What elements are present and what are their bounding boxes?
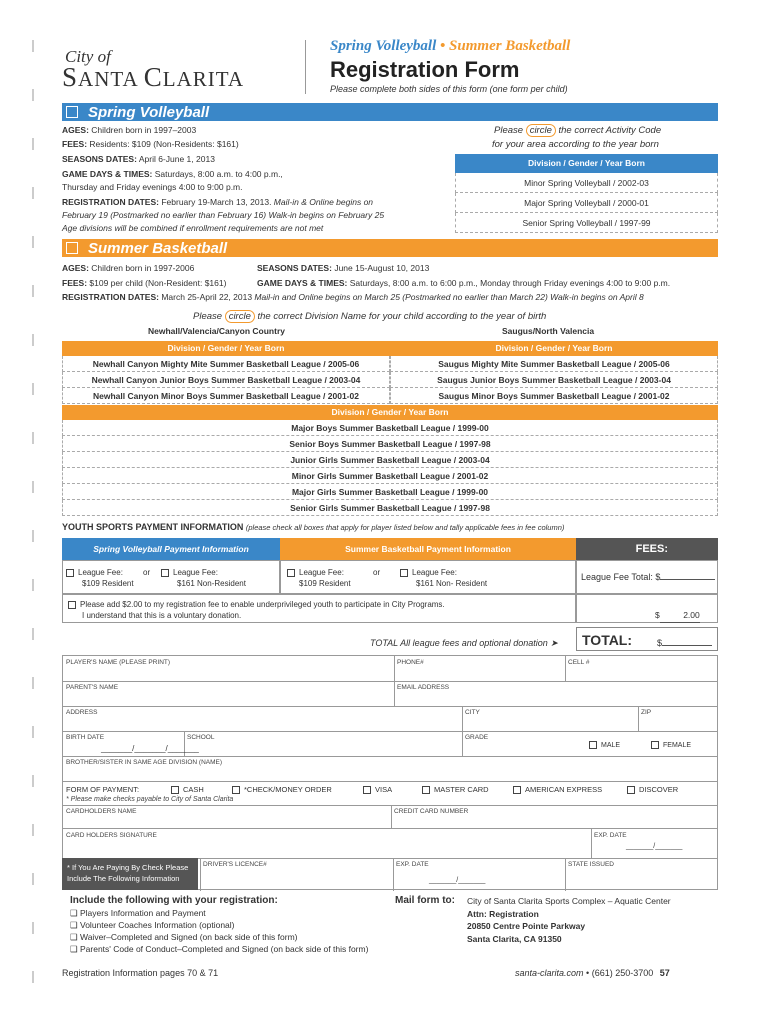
basketball-division-row[interactable]: Saugus Junior Boys Summer Basketball League / 2003-04	[390, 372, 718, 388]
donation-checkbox[interactable]	[68, 601, 76, 609]
basketball-division-row[interactable]: Saugus Mighty Mite Summer Basketball League / 2005-06	[390, 356, 718, 372]
basketball-division-row[interactable]: Major Boys Summer Basketball League / 1999-00	[62, 420, 718, 436]
page-title: Registration Form	[330, 57, 520, 82]
basketball-instruction: Please circle the correct Division Name for your child according to the year of birth	[193, 311, 547, 322]
basketball-nonresident-checkbox[interactable]	[400, 569, 408, 577]
city-of-label: City of	[65, 47, 111, 66]
basketball-division-row[interactable]: Minor Girls Summer Basketball League / 2001-02	[62, 468, 718, 484]
city-field[interactable]: CITY	[465, 709, 480, 716]
volleyball-division-row[interactable]: Minor Spring Volleyball / 2002-03	[455, 173, 718, 193]
footer-reference: Registration Information pages 70 & 71	[62, 968, 219, 978]
volleyball-section-bar: Spring Volleyball	[62, 103, 718, 121]
player-name-field[interactable]: PLAYER'S NAME (PLEASE PRINT)	[66, 659, 171, 666]
email-field[interactable]: EMAIL ADDRESS	[397, 684, 450, 691]
grade-field[interactable]: GRADE	[465, 734, 489, 741]
card-signature-field[interactable]: CARD HOLDERS SIGNATURE	[66, 832, 157, 839]
basketball-section-bar: Summer Basketball	[62, 239, 718, 257]
basketball-payment-header: Summer Basketball Payment Information	[280, 538, 576, 560]
cell-field[interactable]: CELL #	[568, 659, 590, 666]
visa-checkbox[interactable]	[363, 786, 371, 794]
cash-checkbox[interactable]	[171, 786, 179, 794]
basketball-resident-checkbox[interactable]	[287, 569, 295, 577]
footer-contact: santa-clarita.com • (661) 250-3700 57	[515, 968, 670, 978]
include-title: Include the following with your registration:	[70, 895, 278, 906]
male-checkbox[interactable]	[589, 741, 597, 749]
basketball-center-table: Division / Gender / Year Born Major Boys Summer Basketball League / 1999-00 Senior Boys Summer Basketball League / 1997-98 Junior Girls Summer Basketball League / 2003-04 Minor Girls Summer Basketball League / 2001-02 Major Girls Summer Basketball League / 1999-00 Senior Girls Summer Basketball League / 1997-98	[62, 405, 718, 516]
program-title: Spring Volleyball • Summer Basketball	[330, 38, 571, 54]
volleyball-nonresident-checkbox[interactable]	[161, 569, 169, 577]
basketball-division-row[interactable]: Major Girls Summer Basketball League / 1999-00	[62, 484, 718, 500]
american-express-checkbox[interactable]	[513, 786, 521, 794]
volleyball-payment-header: Spring Volleyball Payment Information	[62, 538, 280, 560]
list-item: ❑ Players Information and Payment	[70, 908, 206, 918]
volleyball-instruction: Please circle the correct Activity Code	[494, 125, 662, 136]
school-field[interactable]: SCHOOL	[187, 734, 215, 741]
list-item: ❑ Parents' Code of Conduct–Completed and Signed (on back side of this form)	[70, 944, 369, 954]
state-issued-field[interactable]: STATE ISSUED	[568, 861, 614, 868]
payment-title: YOUTH SPORTS PAYMENT INFORMATION (please check all boxes that apply for player listed below and tally applicable fees in fee column)	[62, 522, 565, 532]
volleyball-resident-checkbox[interactable]	[66, 569, 74, 577]
basketball-division-row[interactable]: Junior Girls Summer Basketball League / 2003-04	[62, 452, 718, 468]
basketball-division-row[interactable]: Newhall Canyon Mighty Mite Summer Basketball League / 2005-06	[62, 356, 390, 372]
fees-header: FEES:	[576, 538, 718, 560]
checkbox-icon[interactable]	[66, 242, 78, 254]
license-exp-date-field[interactable]: EXP. DATE	[396, 861, 429, 868]
page-subtitle: Please complete both sides of this form (one form per child)	[330, 84, 568, 94]
check-info-note: * If You Are Paying By Check Please Include The Following Information	[62, 858, 198, 890]
basketball-division-row[interactable]: Newhall Canyon Minor Boys Summer Basketball League / 2001-02	[62, 388, 390, 404]
address-field[interactable]: ADDRESS	[66, 709, 98, 716]
check-money-order-checkbox[interactable]	[232, 786, 240, 794]
drivers-licence-field[interactable]: DRIVER'S LICENCE#	[203, 861, 267, 868]
mail-address: City of Santa Clarita Sports Complex – Aquatic Center Attn: Registration 20850 Centre Pointe Parkway Santa Clarita, CA 91350	[467, 896, 671, 944]
total-note: TOTAL All league fees and optional donation ➤	[370, 638, 558, 648]
phone-field[interactable]: PHONE#	[397, 659, 424, 666]
header-divider	[305, 40, 306, 94]
volleyball-division-row[interactable]: Major Spring Volleyball / 2000-01	[455, 193, 718, 213]
list-item: ❑ Volunteer Coaches Information (optional)	[70, 920, 235, 930]
basketball-division-row[interactable]: Saugus Minor Boys Summer Basketball League / 2001-02	[390, 388, 718, 404]
mail-title: Mail form to:	[395, 895, 455, 906]
credit-card-number-field[interactable]: CREDIT CARD NUMBER	[394, 808, 469, 815]
cardholder-name-field[interactable]: CARDHOLDERS NAME	[66, 808, 137, 815]
volleyball-division-row[interactable]: Senior Spring Volleyball / 1997-99	[455, 213, 718, 233]
basketball-left-table: Division / Gender / Year Born Newhall Canyon Mighty Mite Summer Basketball League / 2005-06 Newhall Canyon Junior Boys Summer Basketball League / 2003-04 Newhall Canyon Minor Boys Summer Basketball League / 2001-02	[62, 341, 390, 404]
basketball-division-row[interactable]: Senior Girls Summer Basketball League / 1997-98	[62, 500, 718, 516]
checkbox-icon[interactable]	[66, 106, 78, 118]
basketball-right-table: Division / Gender / Year Born Saugus Mighty Mite Summer Basketball League / 2005-06 Saugus Junior Boys Summer Basketball League / 2003-04 Saugus Minor Boys Summer Basketball League / 2001-02	[390, 341, 718, 404]
basketball-division-row[interactable]: Senior Boys Summer Basketball League / 1997-98	[62, 436, 718, 452]
sibling-field[interactable]: BROTHER/SISTER IN SAME AGE DIVISION (NAME)	[66, 759, 223, 766]
parent-name-field[interactable]: PARENT'S NAME	[66, 684, 119, 691]
female-checkbox[interactable]	[651, 741, 659, 749]
volleyball-division-table: Division / Gender / Year Born Minor Spring Volleyball / 2002-03 Major Spring Volleyball / 2000-01 Senior Spring Volleyball / 1997-99	[455, 154, 718, 233]
zip-field[interactable]: ZIP	[641, 709, 652, 716]
list-item: ❑ Waiver–Completed and Signed (on back side of this form)	[70, 932, 298, 942]
master-card-checkbox[interactable]	[422, 786, 430, 794]
exp-date-field[interactable]: EXP. DATE	[594, 832, 627, 839]
edge-marks	[32, 40, 36, 1000]
player-info-form: PLAYER'S NAME (PLEASE PRINT) PHONE# CELL # PARENT'S NAME EMAIL ADDRESS ADDRESS CITY ZIP BIRTH DATE _______/_______/_______ SCHOOL GRADE MALE FEMALE BROTHER/SISTER IN SAME AGE DIVISION (NAME) FORM OF PAYMENT: CASH *CHECK/MONEY ORDER VISA MASTER CARD AMERICAN EXPRESS DISCOVER * Please make checks payable to City of Santa Clarita CARDHOLDERS NAME CREDIT CARD NUMBER CARD HOLDERS SIGNATURE EXP. DATE _______/_______ DRIVER'S LICENCE# EXP. DATE STATE ISSUED _______/_______	[62, 655, 718, 890]
basketball-division-row[interactable]: Newhall Canyon Junior Boys Summer Basketball League / 2003-04	[62, 372, 390, 388]
santa-clarita-logo: SANTA CLARITA	[62, 62, 245, 92]
discover-checkbox[interactable]	[627, 786, 635, 794]
birth-date-field[interactable]: BIRTH DATE	[66, 734, 105, 741]
